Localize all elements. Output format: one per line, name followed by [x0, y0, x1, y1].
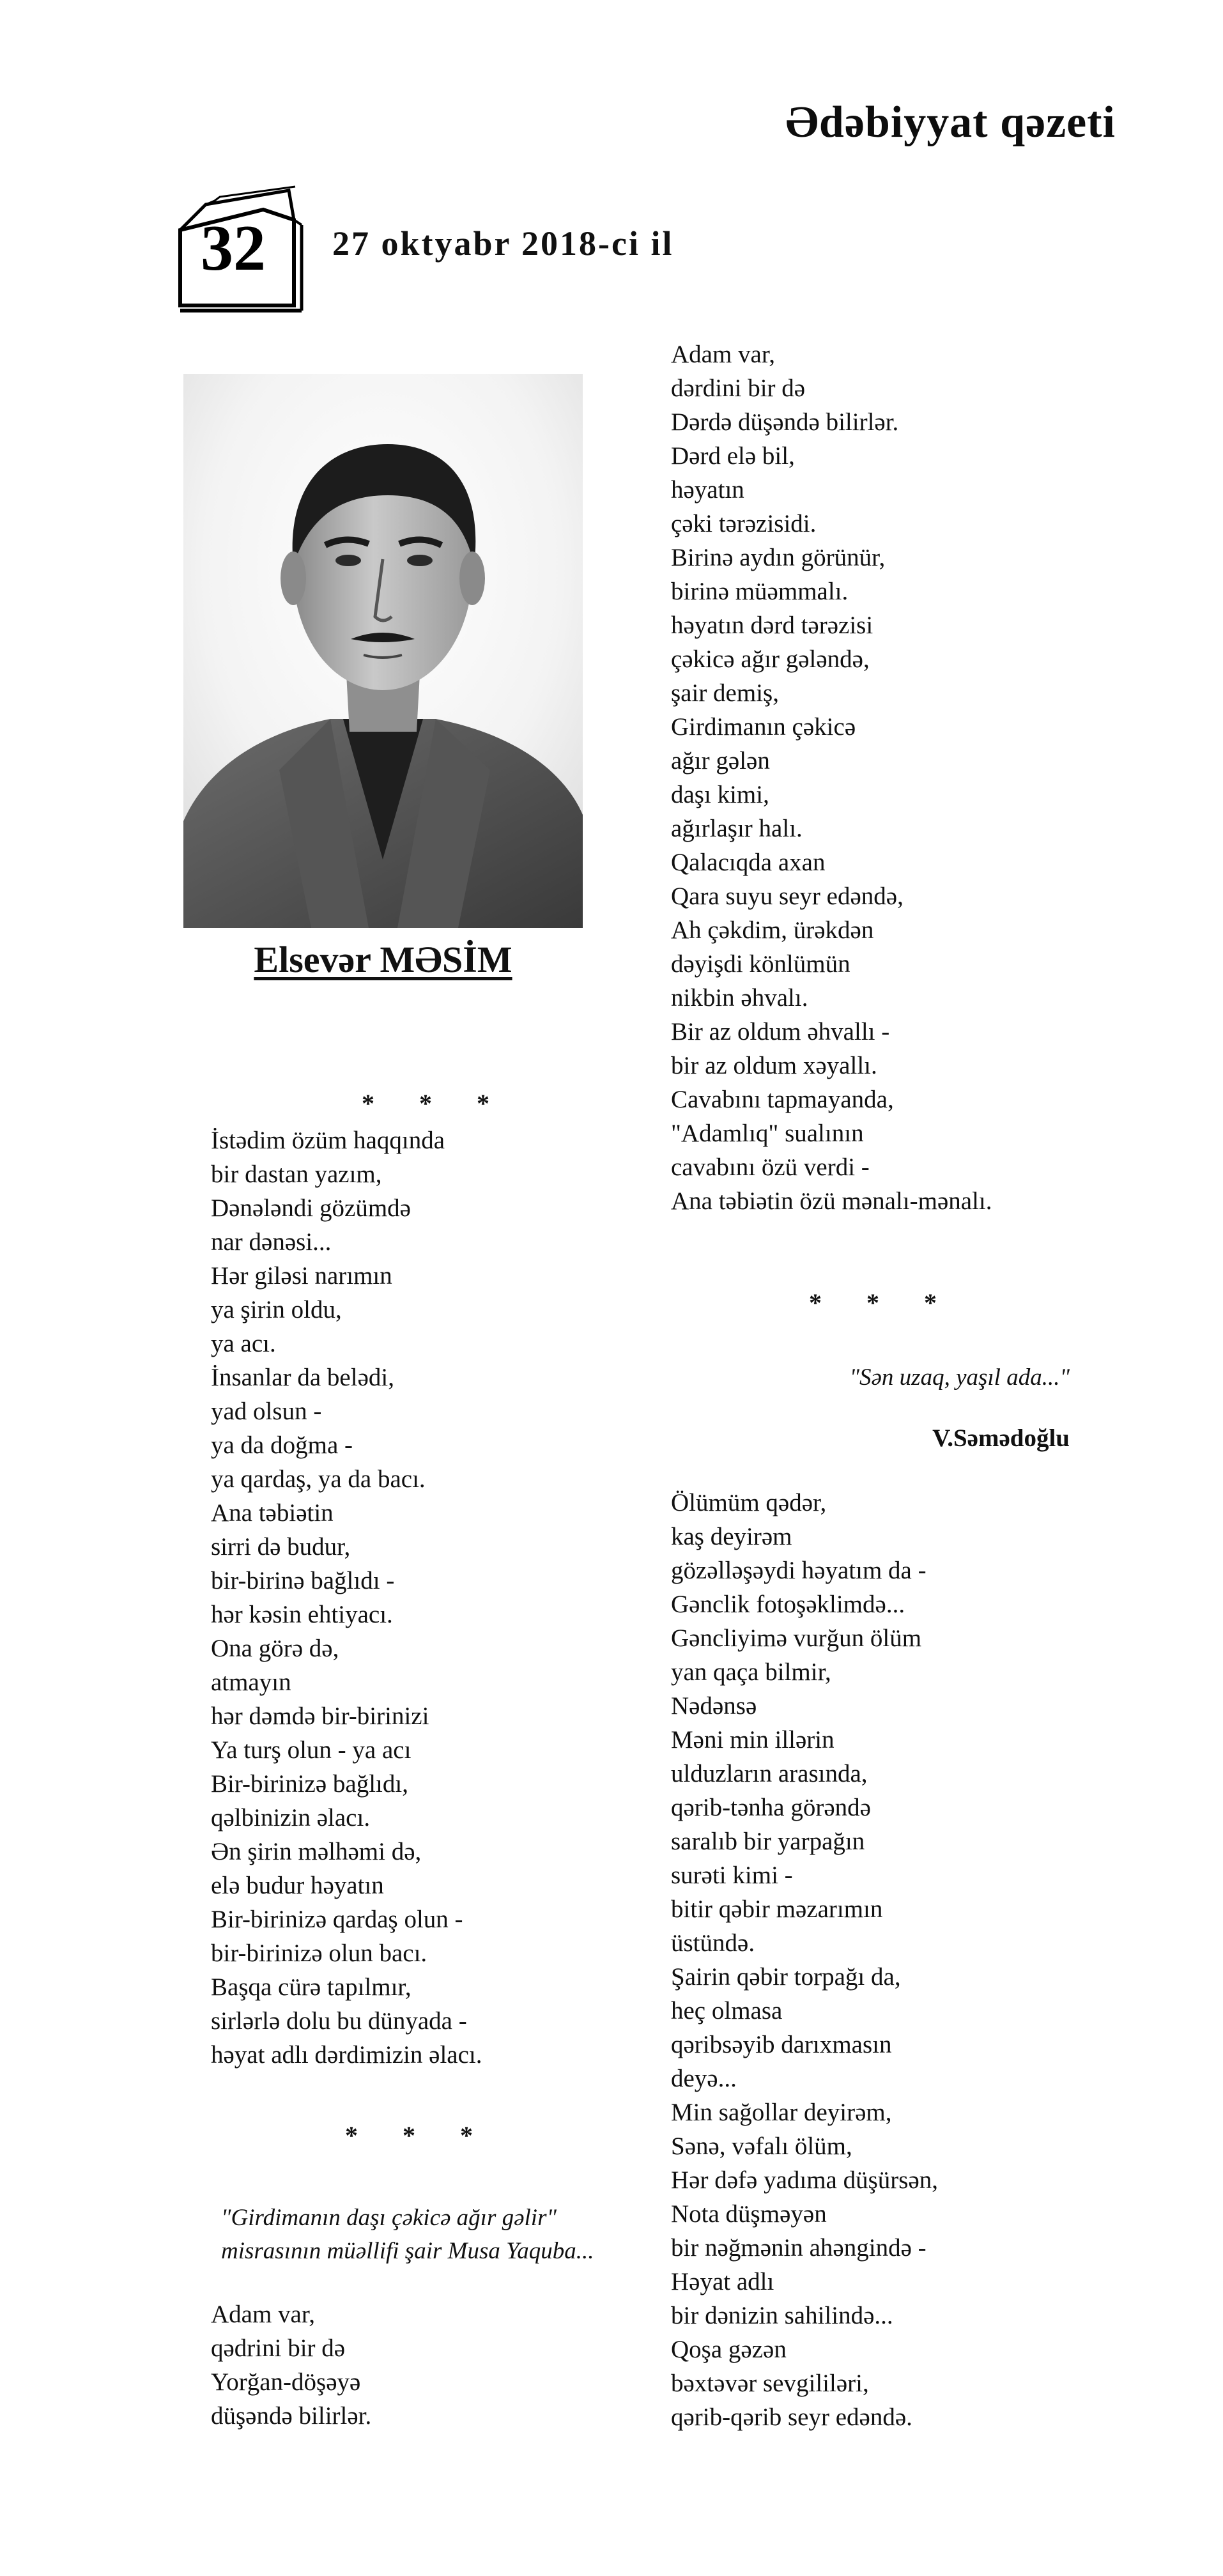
- poem-line: Bir-birinizə qardaş olun -: [211, 1906, 463, 1933]
- poem-line: Məni min illərin: [671, 1726, 835, 1754]
- poem-line: hər dəmdə bir-birinizi: [211, 1702, 429, 1730]
- poem-line: Ona görə də,: [211, 1635, 339, 1662]
- poem-line: qəlbinizin əlacı.: [211, 1804, 371, 1832]
- poem-line: Dərd elə bil,: [671, 442, 795, 470]
- poem-line: Qara suyu seyr edəndə,: [671, 883, 904, 910]
- poem-line: yad olsun -: [211, 1398, 322, 1425]
- poem-line: şair demiş,: [671, 679, 779, 707]
- poem-line: bəxtəvər sevgililəri,: [671, 2370, 869, 2397]
- author-photo: [183, 374, 583, 928]
- newspaper-title: Ədəbiyyat qəzeti: [785, 98, 1116, 147]
- poem-line: kaş deyirəm: [671, 1523, 792, 1550]
- poem-line: Ah çəkdim, ürəkdən: [671, 916, 874, 944]
- poem-line: sirlərlə dolu bu dünyada -: [211, 2007, 467, 2035]
- poem-line: çəkicə ağır gələndə,: [671, 645, 870, 673]
- poem-line: nar dənəsi...: [211, 1228, 332, 1256]
- poem-line: bir dənizin sahilində...: [671, 2302, 893, 2329]
- poem-line: Gəncliyimə vurğun ölüm: [671, 1624, 922, 1652]
- poem-line: Şairin qəbir torpağı da,: [671, 1963, 901, 1991]
- poem-line: düşəndə bilirlər.: [211, 2402, 372, 2430]
- poem-line: heç olmasa: [671, 1997, 783, 2025]
- poem-line: ya şirin oldu,: [211, 1296, 342, 1323]
- poem-line: nikbin əhvalı.: [671, 984, 808, 1012]
- section-divider-stars: * * *: [809, 1288, 956, 1317]
- poem-2-left: [211, 2297, 371, 2433]
- poem-line: Ən şirin məlhəmi də,: [211, 1838, 422, 1865]
- section-divider-stars: * * *: [345, 2121, 492, 2150]
- author-name: Elsevər MƏSİM: [254, 939, 512, 980]
- poem-line: bitir qəbir məzarımın: [671, 1895, 883, 1923]
- poem-line: deyə...: [671, 2065, 737, 2092]
- poem-line: Girdimanın çəkicə: [671, 713, 856, 741]
- poem-line: atmayın: [211, 1669, 291, 1696]
- poem-line: çəki tərəzisidi.: [671, 510, 817, 537]
- poem-line: üstündə.: [671, 1929, 755, 1957]
- poem-line: daşı kimi,: [671, 781, 769, 808]
- poem-line: Cavabını tapmayanda,: [671, 1086, 894, 1113]
- poem-line: dəyişdi könlümün: [671, 950, 850, 978]
- poem-line: Gənclik fotoşəklimdə...: [671, 1591, 905, 1618]
- poem-2-right: [671, 337, 992, 1218]
- poem-line: həyat adlı dərdimizin əlacı.: [211, 2041, 482, 2069]
- poem-line: Adam var,: [211, 2301, 316, 2328]
- poem-line: ulduzların arasında,: [671, 1760, 868, 1787]
- poem-line: bir dastan yazım,: [211, 1161, 382, 1188]
- poem-line: qərib-tənha görəndə: [671, 1794, 871, 1821]
- poem-line: Həyat adlı: [671, 2268, 774, 2295]
- poem-line: ya qardaş, ya da bacı.: [211, 1465, 426, 1493]
- poem-3-epigraph: "Sən uzaq, yaşıl ada...": [849, 1364, 1070, 1391]
- poem-line: Ana təbiətin: [211, 1499, 334, 1527]
- poem-line: cavabını özü verdi -: [671, 1153, 870, 1181]
- poem-1: [211, 1123, 482, 2072]
- poem-line: Sənə, vəfalı ölüm,: [671, 2133, 852, 2160]
- poem-line: Hər giləsi narımın: [211, 1262, 392, 1290]
- issue-date: 27 oktyabr 2018-ci il: [332, 224, 674, 263]
- poem-line: qəribsəyib darıxmasın: [671, 2031, 892, 2058]
- poem-line: bir-birinə bağlıdı -: [211, 1567, 395, 1594]
- poem-line: Dərdə düşəndə bilirlər.: [671, 408, 899, 436]
- poem-line: qərib-qərib seyr edəndə.: [671, 2403, 912, 2431]
- issue-number: 32: [201, 212, 266, 284]
- poem-line: qədrini bir də: [211, 2334, 346, 2362]
- poem-line: Bir az oldum əhvallı -: [671, 1018, 890, 1045]
- poem-line: ağırlaşır halı.: [671, 815, 803, 842]
- poem-2-epigraph: [221, 2202, 594, 2268]
- poem-line: həyatın: [671, 476, 744, 504]
- section-divider-stars: * * *: [362, 1089, 509, 1118]
- poem-line: Yorğan-döşəyə: [211, 2368, 361, 2396]
- epigraph-line: "Girdimanın daşı çəkicə ağır gəlir": [221, 2205, 557, 2231]
- poem-line: Nota düşməyən: [671, 2200, 827, 2228]
- poem-line: Adam var,: [671, 341, 776, 368]
- epigraph-line: misrasının müəllifi şair Musa Yaquba...: [221, 2238, 594, 2264]
- poem-line: bir nəğmənin ahəngində -: [671, 2234, 927, 2262]
- poem-line: gözəlləşəydi həyatım da -: [671, 1557, 927, 1584]
- poem-line: sirri də budur,: [211, 1533, 351, 1561]
- poem-line: Hər dəfə yadıma düşürsən,: [671, 2166, 939, 2194]
- poem-line: ya acı.: [211, 1330, 276, 1357]
- poem-line: surəti kimi -: [671, 1862, 793, 1889]
- poem-line: İstədim özüm haqqında: [211, 1127, 445, 1154]
- poem-line: dərdini bir də: [671, 374, 806, 402]
- poem-line: Qalacıqda axan: [671, 849, 826, 876]
- poem-line: birinə müəmmalı.: [671, 578, 849, 605]
- poem-line: Ana təbiətin özü mənalı-mənalı.: [671, 1187, 992, 1215]
- poem-line: həyatın dərd tərəzisi: [671, 612, 873, 639]
- poem-line: Ölümüm qədər,: [671, 1489, 827, 1516]
- poem-line: saralıb bir yarpağın: [671, 1828, 865, 1855]
- poem-line: Birinə aydın görünür,: [671, 544, 886, 571]
- poem-line: ağır gələn: [671, 747, 770, 775]
- poem-line: bir-birinizə olun bacı.: [211, 1940, 427, 1967]
- poem-line: Min sağollar deyirəm,: [671, 2099, 892, 2126]
- poem-line: Dənələndi gözümdə: [211, 1194, 411, 1222]
- poem-line: "Adamlıq" sualının: [671, 1120, 864, 1147]
- poem-line: elə budur həyatın: [211, 1872, 384, 1899]
- poem-3-attribution: V.Səmədoğlu: [932, 1424, 1070, 1452]
- poem-line: bir az oldum xəyallı.: [671, 1052, 877, 1079]
- poem-3: [671, 1486, 938, 2434]
- poem-line: hər kəsin ehtiyacı.: [211, 1601, 393, 1628]
- poem-line: Bir-birinizə bağlıdı,: [211, 1770, 408, 1798]
- poem-line: Başqa cürə tapılmır,: [211, 1973, 412, 2001]
- poem-line: yan qaça bilmir,: [671, 1658, 831, 1686]
- poem-line: İnsanlar da belədi,: [211, 1364, 394, 1391]
- poem-line: Ya turş olun - ya acı: [211, 1736, 412, 1764]
- poem-line: Nədənsə: [671, 1692, 757, 1720]
- poem-line: ya da doğma -: [211, 1431, 353, 1459]
- poem-line: Qoşa gəzən: [671, 2336, 787, 2363]
